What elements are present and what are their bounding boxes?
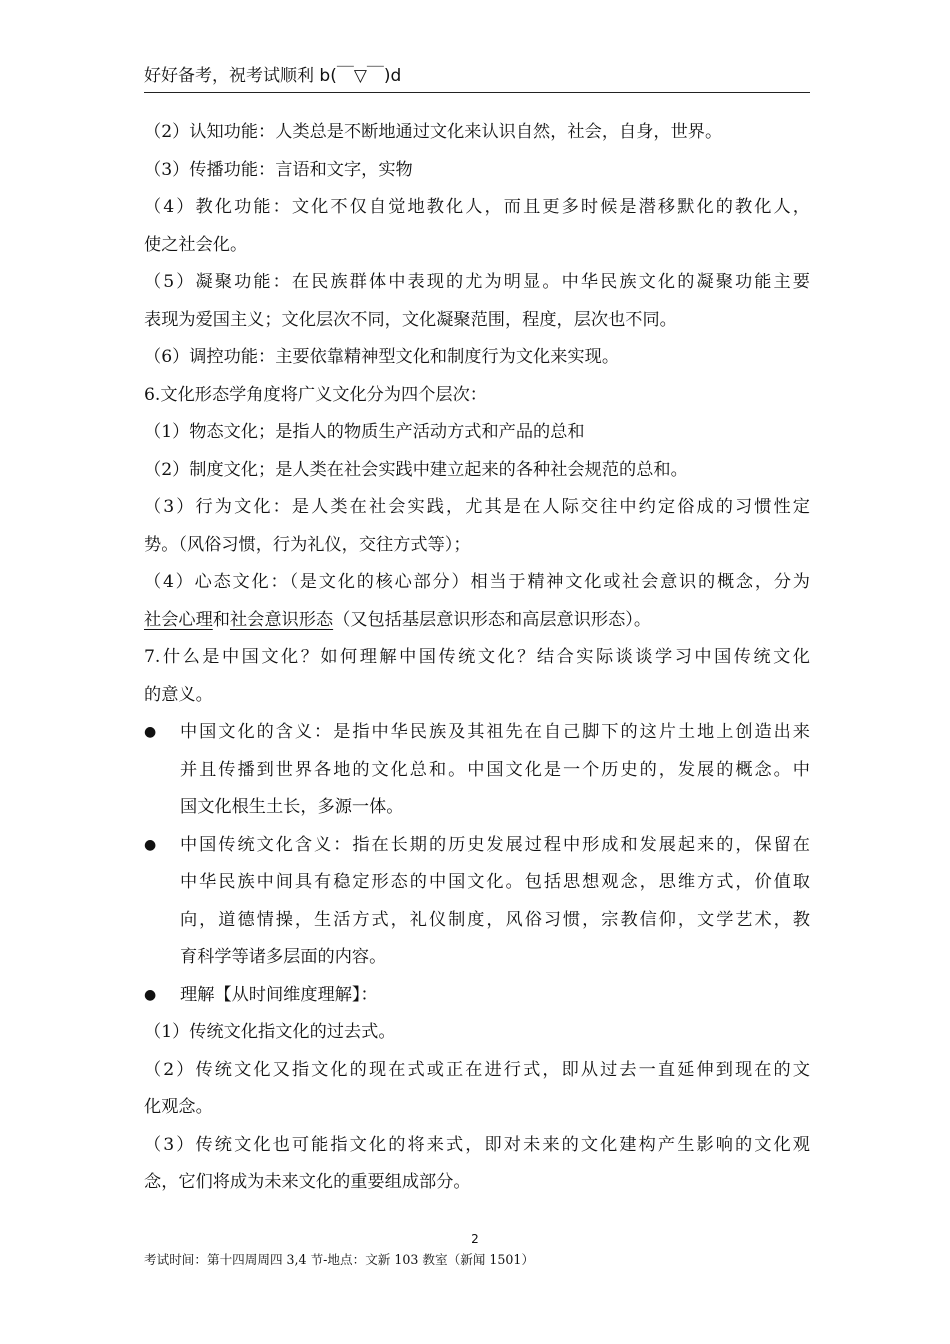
paragraph-line: （3）传统文化也可能指文化的将来式，即对未来的文化建构产生影响的文化观	[144, 1134, 810, 1155]
paragraph-line: 势。（风俗习惯，行为礼仪，交往方式等）；	[144, 534, 471, 555]
bullet-item	[144, 977, 810, 1015]
bullet-line: 中国传统文化含义：指在长期的历史发展过程中形成和发展起来的，保留在	[180, 834, 810, 855]
paragraph-line: （2）制度文化；是人类在社会实践中建立起来的各种社会规范的总和。	[144, 459, 688, 480]
section-heading: 的意义。	[144, 684, 213, 705]
paragraph-line: （2）认知功能：人类总是不断地通过文化来认识自然，社会，自身，世界。	[144, 122, 723, 142]
connector-text: 和	[212, 609, 230, 630]
bullet-line: 并且传播到世界各地的文化总和。中国文化是一个历史的，发展的概念。中	[180, 759, 810, 780]
bullet-line: 理解【从时间维度理解】：	[180, 984, 378, 1005]
page-header	[144, 58, 810, 93]
bullet-icon: ●	[144, 724, 157, 740]
underlined-term: 社会意识形态	[229, 609, 334, 630]
bullet-line: 育科学等诸多层面的内容。	[180, 947, 387, 967]
bullet-line: 向，道德情操，生活方式，礼仪制度，风俗习惯，宗教信仰，文学艺术，教	[180, 909, 810, 930]
bullet-line: 国文化根生土长，多源一体。	[180, 797, 404, 817]
bullet-line: 中国文化的含义：是指中华民族及其祖先在自己脚下的这片土地上创造出来	[180, 722, 810, 742]
paragraph-line: （4）教化功能：文化不仅自觉地教化人，而且更多时候是潜移默化的教化人，	[144, 197, 810, 217]
header-text: 好好备考，祝考试顺利 b(￣▽￣)d	[144, 66, 402, 86]
page-number: 2	[471, 1232, 479, 1246]
bullet-line: 中华民族中间具有稳定形态的中国文化。包括思想观念，思维方式，价值取	[180, 872, 810, 892]
paragraph-line: 表现为爱国主义；文化层次不同，文化凝聚范围，程度，层次也不同。	[144, 309, 677, 330]
paragraph-line: 使之社会化。	[144, 234, 248, 255]
paragraph-line: （4）心态文化：（是文化的核心部分）相当于精神文化或社会意识的概念，分为	[144, 572, 810, 592]
page-footer: 考试时间：第十四周周四 3,4 节-地点：文新 103 教室（新闻 1501）	[144, 1252, 535, 1267]
paragraph-line: （1）传统文化指文化的过去式。	[144, 1022, 396, 1042]
paragraph-line: 化观念。	[144, 1097, 213, 1117]
paragraph-text: （又包括基层意识形态和高层意识形态）。	[333, 609, 652, 630]
bullet-icon: ●	[144, 836, 157, 853]
paragraph-line	[144, 602, 810, 640]
paragraph-line: （5）凝聚功能：在民族群体中表现的尤为明显。中华民族文化的凝聚功能主要	[144, 272, 810, 292]
paragraph-line: （3）传播功能：言语和文字，实物	[144, 159, 413, 180]
paragraph-line: （6）调控功能：主要依靠精神型文化和制度行为文化来实现。	[144, 347, 620, 367]
bullet-item	[144, 827, 810, 977]
underlined-term: 社会心理	[144, 609, 213, 630]
paragraph-line: （3）行为文化：是人类在社会实践，尤其是在人际交往中约定俗成的习惯性定	[144, 497, 810, 517]
paragraph-line: （1）物态文化；是指人的物质生产活动方式和产品的总和	[144, 422, 585, 442]
document-body	[144, 114, 810, 1202]
paragraph-line: 念，它们将成为未来文化的重要组成部分。	[144, 1172, 471, 1192]
section-heading: 6.文化形态学角度将广义文化分为四个层次：	[144, 384, 487, 405]
bullet-icon: ●	[144, 986, 157, 1003]
bullet-item	[144, 714, 810, 827]
section-heading: 7.什么是中国文化？如何理解中国传统文化？结合实际谈谈学习中国传统文化	[144, 647, 810, 667]
paragraph-line: （2）传统文化又指文化的现在式或正在进行式，即从过去一直延伸到现在的文	[144, 1059, 810, 1080]
